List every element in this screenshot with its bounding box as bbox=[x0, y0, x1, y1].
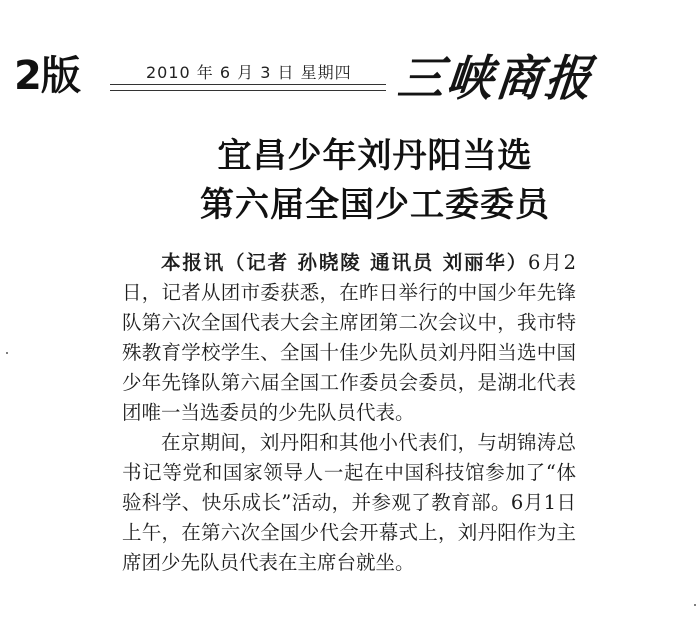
scan-speck bbox=[694, 604, 696, 606]
issue-date: 2010 年 6 月 3 日 星期四 bbox=[146, 63, 352, 82]
page-number: 2版 bbox=[14, 53, 80, 99]
masthead bbox=[395, 40, 688, 120]
headline-line-1: 宜昌少年刘丹阳当选 bbox=[217, 136, 533, 176]
masthead-logo-text: 三峡商报 bbox=[395, 49, 597, 107]
header-rule-bottom bbox=[110, 90, 386, 91]
scan-speck bbox=[6, 352, 8, 354]
article-paragraph-1-text: 6月2日，记者从团市委获悉，在昨日举行的中国少年先锋队第六次全国代表大会主席团第二次会议中，我市特殊教育学校学生、全国十佳少先队员刘丹阳当选中国少年先锋队第六届全国工作委员会委员，是湖北代表团唯一当选委员的少先队员代表。 bbox=[122, 251, 576, 424]
article-paragraph-1 bbox=[122, 248, 576, 428]
headline-line-2: 第六届全国少工委委员 bbox=[200, 185, 550, 225]
article-paragraph-2: 在京期间，刘丹阳和其他小代表们，与胡锦涛总书记等党和国家领导人一起在中国科技馆参加了“体验科学、快乐成长”活动，并参观了教育部。6月1日上午，在第六次全国少代会开幕式上，刘丹阳作为主席团少先队员代表在主席台就坐。 bbox=[122, 431, 576, 574]
article-byline: 本报讯（记者 孙晓陵 通讯员 刘丽华） bbox=[161, 251, 529, 274]
article-body bbox=[122, 248, 576, 578]
header-rule-top bbox=[110, 84, 386, 85]
